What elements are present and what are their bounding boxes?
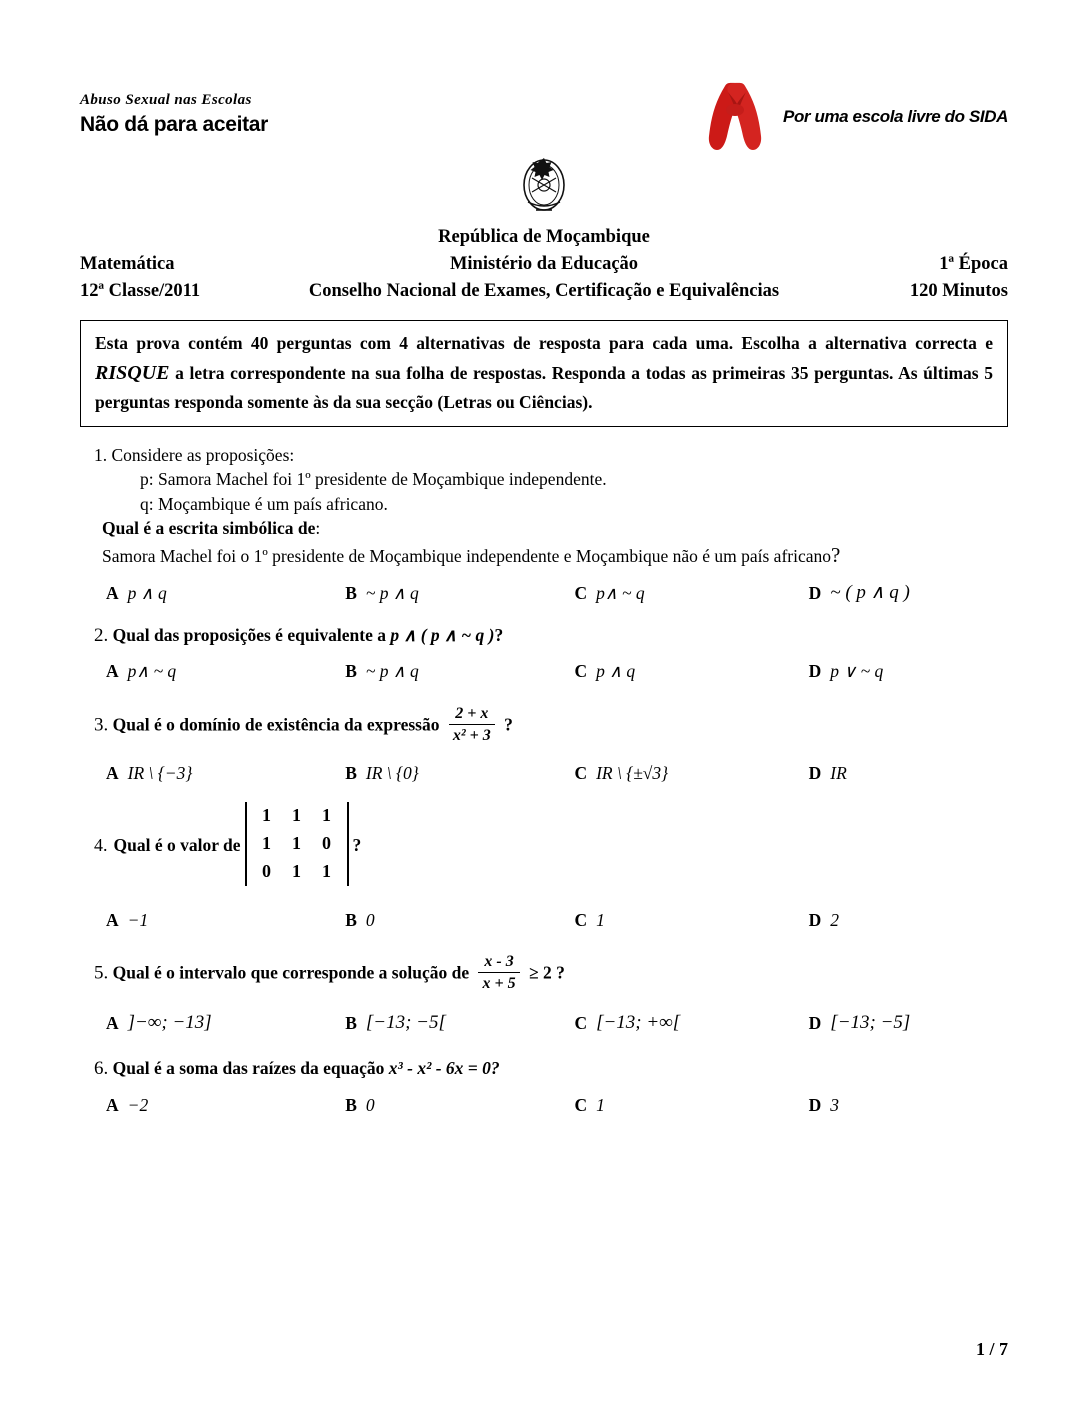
question-2-expression: p ∧ ( p ∧ ~ q )	[390, 624, 495, 645]
determinant-cell: 1	[262, 833, 272, 854]
question-3-option-d-letter: D	[808, 763, 822, 784]
question-2-option-c-text: p ∧ q	[596, 661, 636, 682]
determinant-cell: 0	[262, 861, 272, 882]
question-2-option-d[interactable]	[809, 659, 1008, 684]
question-6-option-d-letter: D	[808, 1094, 822, 1115]
question-3-option-d[interactable]	[809, 761, 1008, 786]
question-1-options	[80, 580, 1008, 607]
question-5-option-d-letter: D	[808, 1012, 822, 1033]
question-3-mark: ?	[504, 714, 513, 735]
question-3-fraction-denominator: x² + 3	[449, 724, 495, 745]
question-5-stem	[94, 954, 1008, 995]
abuse-campaign-line2: Não dá para aceitar	[80, 113, 269, 137]
question-1-sentence-mark: ?	[831, 542, 841, 567]
question-6-options	[80, 1093, 1008, 1118]
question-1-option-a[interactable]	[80, 580, 345, 607]
country-title: República de Moçambique	[438, 227, 650, 247]
question-3-option-c[interactable]	[574, 761, 808, 786]
question-5-option-b-letter: B	[345, 1012, 357, 1033]
question-2-option-a-text: p∧ ~ q	[127, 661, 177, 682]
question-2-option-c[interactable]	[574, 659, 808, 684]
question-2-number: 2.	[94, 624, 109, 646]
question-1-sentence	[102, 541, 1008, 570]
question-5-number: 5.	[94, 962, 109, 984]
question-4-options	[80, 908, 1008, 933]
question-1-option-a-text: p ∧ q	[127, 583, 167, 604]
question-3-option-a-letter: A	[106, 763, 119, 784]
question-4-option-c[interactable]	[574, 908, 808, 933]
question-1-number: 1.	[94, 444, 108, 465]
question-1-prop-p: p: Samora Machel foi 1º presidente de Moçambique independente.	[140, 469, 607, 490]
determinant-cell: 1	[322, 861, 332, 882]
question-5-options	[80, 1010, 1008, 1037]
question-6-option-d-text: 3	[830, 1094, 840, 1115]
determinant-cell: 1	[292, 805, 302, 826]
question-3-fraction	[449, 704, 495, 745]
question-2-option-d-letter: D	[808, 661, 822, 682]
question-3-option-a-text: IR \ {−3}	[127, 763, 193, 784]
question-4-option-b[interactable]	[345, 908, 574, 933]
question-3-text: Qual é o domínio de existência da expressão	[112, 714, 440, 735]
question-5-option-a-text: ]−∞; −13]	[127, 1011, 212, 1033]
header-title-block	[80, 224, 1008, 304]
question-1-ask-tail: :	[315, 518, 321, 539]
question-6-option-a-text: −2	[127, 1094, 149, 1115]
question-4-number: 4.	[94, 835, 108, 856]
question-1-option-b-text: ~ p ∧ q	[365, 583, 419, 604]
question-1-option-c-letter: C	[574, 583, 588, 604]
question-6	[80, 1056, 1008, 1117]
question-6-expression: x³ - x² - 6x = 0?	[388, 1058, 500, 1079]
question-4-option-a-text: −1	[127, 909, 149, 930]
question-4-option-c-letter: C	[574, 909, 588, 930]
question-3-option-b[interactable]	[345, 761, 574, 786]
question-5-fraction-denominator: x + 5	[478, 972, 519, 993]
instructions-part1: Esta prova contém 40 perguntas com 4 alternativas de resposta para cada uma. Escolha a alternativa correcta e	[95, 333, 993, 354]
question-4-option-b-letter: B	[345, 909, 357, 930]
question-1-prop-q: q: Moçambique é um país africano.	[140, 493, 388, 514]
question-3-options	[80, 761, 1008, 786]
question-5	[80, 954, 1008, 1036]
question-2-option-d-text: p ∨ ~ q	[830, 661, 884, 682]
question-4	[80, 804, 1008, 933]
determinant-cells	[247, 802, 347, 886]
question-3	[80, 706, 1008, 786]
question-6-option-b-letter: B	[345, 1094, 357, 1115]
question-1-option-b-letter: B	[345, 583, 357, 604]
question-4-option-d[interactable]	[809, 908, 1008, 933]
question-5-fraction	[478, 952, 519, 993]
question-6-option-a[interactable]	[80, 1093, 345, 1118]
top-banner	[80, 70, 1008, 160]
question-4-stem	[94, 804, 1008, 888]
question-2-option-b[interactable]	[345, 659, 574, 684]
abuse-campaign-line1: Abuso Sexual nas Escolas	[80, 92, 252, 108]
determinant-cell: 1	[292, 833, 302, 854]
mozambique-emblem-icon	[516, 154, 572, 216]
question-5-mark: ?	[556, 962, 565, 983]
question-5-option-d-text: [−13; −5]	[830, 1011, 911, 1033]
question-1-option-c-text: p∧ ~ q	[596, 583, 645, 604]
question-3-stem	[94, 706, 1008, 747]
question-2-option-b-text: ~ p ∧ q	[365, 661, 419, 682]
question-1-option-d-letter: D	[808, 583, 822, 604]
question-5-option-c[interactable]	[574, 1010, 808, 1037]
question-5-option-a[interactable]	[80, 1010, 345, 1037]
question-1-option-c[interactable]	[574, 580, 808, 607]
question-1-option-a-letter: A	[106, 583, 119, 604]
question-4-option-d-letter: D	[808, 909, 822, 930]
sida-campaign-block	[695, 80, 1008, 154]
question-5-text: Qual é o intervalo que corresponde a solução de	[112, 962, 470, 983]
question-4-option-d-text: 2	[830, 909, 840, 930]
abuse-campaign-block	[80, 92, 268, 137]
question-2-stem	[94, 623, 1008, 650]
question-1-stem	[94, 443, 1008, 468]
question-1-option-b[interactable]	[345, 580, 574, 607]
question-5-relation: ≥ 2	[528, 962, 552, 983]
question-2-options	[80, 659, 1008, 684]
question-5-option-d[interactable]	[809, 1010, 1008, 1037]
instructions-box	[80, 320, 1008, 426]
question-4-option-c-text: 1	[596, 909, 605, 930]
question-6-option-c-text: 1	[596, 1094, 605, 1115]
determinant-right-bar	[347, 802, 349, 886]
question-3-option-a[interactable]	[80, 761, 345, 786]
question-6-number: 6.	[94, 1058, 109, 1080]
instructions-risque: RISQUE	[95, 361, 170, 384]
question-3-option-b-text: IR \ {0}	[365, 763, 419, 784]
question-6-option-b-text: 0	[365, 1094, 375, 1115]
question-5-option-c-letter: C	[574, 1012, 588, 1033]
determinant-cell: 1	[322, 805, 332, 826]
subject-label: Matemática	[80, 253, 175, 274]
determinant-cell: 1	[292, 861, 302, 882]
header-row-1	[80, 251, 1008, 278]
question-1-ask-bold: Qual é a escrita simbólica de	[102, 518, 316, 539]
question-5-option-c-text: [−13; +∞[	[596, 1011, 681, 1033]
question-4-mark: ?	[352, 835, 362, 856]
question-6-option-d[interactable]	[809, 1093, 1008, 1118]
instructions-part2: a letra correspondente na sua folha de respostas. Responda a todas as primeiras 35 perguntas. As últimas 5 perguntas responda somente às da sua secção (Letras ou Ciências).	[95, 362, 993, 412]
grade-label: 12ª Classe/2011	[80, 280, 201, 301]
epoch-label: 1ª Época	[939, 253, 1008, 274]
red-ribbon-icon	[695, 80, 775, 154]
sida-campaign-text: Por uma escola livre do SIDA	[783, 107, 1008, 126]
question-4-option-a[interactable]	[80, 908, 345, 933]
question-2	[80, 623, 1008, 684]
question-6-stem	[94, 1056, 1008, 1083]
duration-label: 120 Minutos	[909, 280, 1008, 301]
question-1-sentence-text: Samora Machel foi o 1º presidente de Moçambique independente e Moçambique não é um país africano	[102, 545, 831, 566]
question-3-option-c-text: IR \ {±√3}	[596, 763, 669, 784]
question-6-text: Qual é a soma das raízes da equação	[112, 1058, 385, 1079]
page-number: 1 / 7	[975, 1339, 1008, 1359]
header-row-2	[80, 278, 1008, 305]
question-4-determinant	[245, 802, 349, 886]
question-2-text: Qual das proposições é equivalente a	[112, 624, 387, 645]
question-6-option-c-letter: C	[574, 1094, 588, 1115]
question-2-option-a-letter: A	[106, 661, 119, 682]
question-1-text: Considere as proposições:	[111, 444, 295, 465]
council-label: Conselho Nacional de Exames, Certificação e Equivalências	[308, 280, 780, 301]
question-5-option-a-letter: A	[106, 1012, 119, 1033]
question-1-option-d[interactable]	[809, 580, 1008, 607]
question-6-option-a-letter: A	[106, 1094, 119, 1115]
question-4-option-b-text: 0	[365, 909, 375, 930]
question-4-option-a-letter: A	[106, 909, 119, 930]
national-emblem-wrap	[80, 154, 1008, 220]
question-3-fraction-numerator: 2 + x	[455, 704, 489, 722]
question-1	[80, 443, 1008, 607]
question-1-option-d-text: ~ ( p ∧ q )	[830, 582, 910, 604]
determinant-cell: 0	[322, 833, 332, 854]
question-5-option-b[interactable]	[345, 1010, 574, 1037]
question-2-option-c-letter: C	[574, 661, 588, 682]
question-1-ask	[102, 516, 1008, 541]
question-4-text: Qual é o valor de	[113, 835, 241, 856]
question-5-fraction-numerator: x - 3	[484, 953, 514, 971]
question-2-mark: ?	[494, 624, 504, 645]
question-3-option-b-letter: B	[345, 763, 357, 784]
question-3-option-c-letter: C	[574, 763, 588, 784]
question-3-number: 3.	[94, 714, 109, 736]
question-6-option-c[interactable]	[574, 1093, 808, 1118]
question-2-option-a[interactable]	[80, 659, 345, 684]
question-6-option-b[interactable]	[345, 1093, 574, 1118]
question-5-option-b-text: [−13; −5[	[365, 1011, 446, 1033]
question-3-option-d-text: IR	[830, 763, 847, 784]
ministry-label: Ministério da Educação	[449, 253, 639, 274]
determinant-cell: 1	[262, 805, 272, 826]
question-2-option-b-letter: B	[345, 661, 357, 682]
